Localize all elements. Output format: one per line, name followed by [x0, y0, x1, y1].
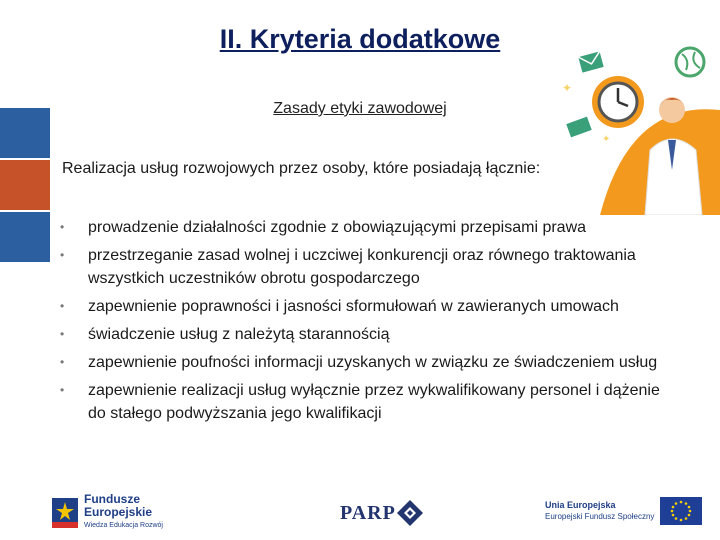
list-item: • zapewnienie realizacji usług wyłącznie przez wykwalifikowany personel i dążenie do stałego podwyższania jego kwalifikacji — [60, 379, 660, 425]
parp-logo: PARP — [340, 499, 424, 527]
globe-icon — [676, 48, 704, 76]
section-subtitle: Zasady etyki zawodowej — [273, 100, 447, 117]
bullet-icon: • — [60, 248, 65, 262]
bullet-icon: • — [60, 220, 65, 234]
fe-star-icon — [52, 498, 78, 528]
list-item: • świadczenie usług z należytą starannością — [60, 323, 660, 346]
sparkle-icon: ✦ — [602, 134, 611, 145]
side-block-orange — [0, 160, 50, 210]
clock-icon — [592, 76, 644, 128]
page-title: II. Kryteria dodatkowe — [219, 24, 501, 54]
id-card-icon — [566, 117, 591, 138]
sparkle-icon: ✦ — [562, 81, 573, 95]
bullet-icon: • — [60, 327, 65, 341]
footer-logos — [0, 485, 720, 540]
side-block-blue-bottom — [0, 212, 50, 262]
envelope-icon — [578, 51, 603, 72]
list-item: • zapewnienie poprawności i jasności sformułowań w zawieranych umowach — [60, 295, 660, 318]
business-illustration — [540, 40, 720, 215]
list-item: • zapewnienie poufności informacji uzyskanych w związku ze świadczeniem usług — [60, 351, 660, 374]
list-item: • prowadzenie działalności zgodnie z obowiązującymi przepisami prawa — [60, 216, 660, 239]
eu-flag-icon — [660, 497, 702, 525]
bullet-icon: • — [60, 299, 65, 313]
list-item: • przestrzeganie zasad wolnej i uczciwej konkurencji oraz równego traktowania wszystkich uczestników obrotu gospodarczego — [60, 244, 660, 290]
parp-emblem-icon — [396, 499, 424, 527]
bullet-icon: • — [60, 383, 65, 397]
fundusze-europejskie-logo: Fundusze Europejskie Wiedza Edukacja Rozwój — [52, 493, 163, 532]
criteria-list — [60, 216, 660, 430]
bullet-icon: • — [60, 355, 65, 369]
intro-text: Realizacja usług rozwojowych przez osoby, które posiadają łącznie: — [62, 160, 541, 177]
unia-europejska-logo: Unia Europejska Europejski Fundusz Społeczny — [545, 497, 702, 525]
